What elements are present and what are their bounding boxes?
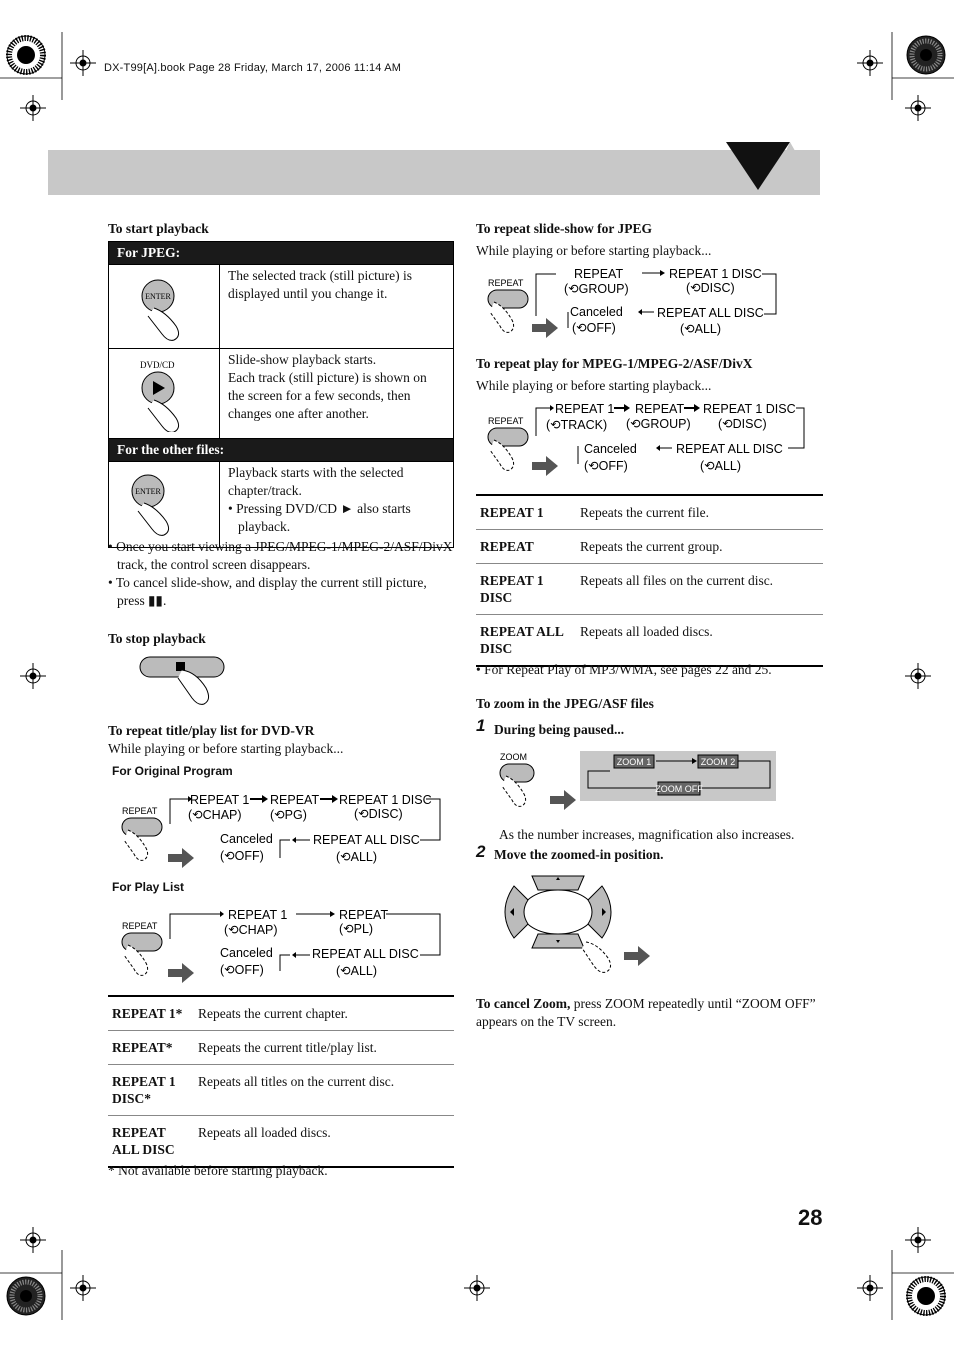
table-row: REPEAT Repeats the current group.: [476, 530, 823, 564]
jpeg-slideshow-subtitle: While playing or before starting playback...: [476, 243, 712, 258]
enter-button-cell: [109, 265, 220, 349]
svg-text:(⟲OFF): (⟲OFF): [220, 963, 264, 977]
enter-button-cell-2: [109, 462, 220, 548]
svg-text:REPEAT: REPEAT: [574, 267, 624, 281]
svg-text:(⟲OFF): (⟲OFF): [572, 321, 616, 335]
mpeg-subtitle: While playing or before starting playback...: [476, 378, 712, 393]
step2-number: 2: [476, 842, 486, 861]
svg-text:Canceled: Canceled: [220, 832, 273, 846]
stop-button-illustration: [136, 654, 236, 712]
jpeg-slideshow-title: To repeat slide-show for JPEG: [476, 221, 653, 236]
svg-text:REPEAT 1 DISC: REPEAT 1 DISC: [703, 402, 796, 416]
row1-text: The selected track (still picture) is displayed until you change it.: [220, 265, 454, 349]
svg-text:REPEAT ALL DISC: REPEAT ALL DISC: [313, 833, 420, 847]
svg-text:(⟲ALL): (⟲ALL): [336, 964, 378, 978]
table-row: REPEAT ALL DISC Repeats all loaded discs.: [112, 1125, 331, 1157]
dvdcd-button-cell: [109, 349, 220, 439]
enter-button-illustration-2: [110, 463, 218, 541]
enter-button-illustration: [110, 266, 218, 342]
for-jpeg-bar: For JPEG:: [109, 242, 454, 265]
row3-cell: [220, 462, 454, 548]
svg-text:ZOOM OFF: ZOOM OFF: [655, 784, 703, 794]
mpeg-note: • For Repeat Play of MP3/WMA, see pages 22 and 25.: [476, 662, 772, 677]
svg-text:(⟲CHAP): (⟲CHAP): [188, 808, 242, 822]
step2-text: Move the zoomed-in position.: [494, 847, 664, 862]
start-playback-table: [108, 241, 454, 548]
footnote: * Not available before starting playback.: [108, 1163, 328, 1178]
table-row: REPEAT 1 DISC* Repeats all titles on the current disc.: [108, 1065, 454, 1116]
play-list-diagram: [110, 903, 450, 988]
svg-text:Canceled: Canceled: [220, 946, 273, 960]
play-list-label: For Play List: [112, 880, 185, 894]
svg-text:(⟲GROUP): (⟲GROUP): [626, 417, 691, 431]
dvdvr-repeat-table: [108, 995, 454, 1168]
svg-text:REPEAT ALL DISC: REPEAT ALL DISC: [312, 947, 419, 961]
page-number: 28: [798, 1205, 823, 1230]
svg-text:(⟲DISC): (⟲DISC): [718, 417, 767, 431]
svg-text:(⟲PL): (⟲PL): [339, 922, 374, 936]
svg-text:(⟲CHAP): (⟲CHAP): [224, 923, 278, 937]
table-row: REPEAT* Repeats the current title/play list.: [108, 1031, 454, 1065]
dvdcd-label: DVD/CD: [140, 360, 175, 370]
svg-text:(⟲OFF): (⟲OFF): [584, 459, 628, 473]
svg-text:REPEAT 1 DISC: REPEAT 1 DISC: [669, 267, 762, 281]
stop-icon: [176, 662, 185, 671]
svg-text:Canceled: Canceled: [584, 442, 637, 456]
svg-text:(⟲GROUP): (⟲GROUP): [564, 282, 629, 296]
row2-text: Slide-show playback starts. Each track (still picture) is shown on the screen for a few seconds, then changes one after another.: [220, 349, 454, 439]
mpeg-repeat-table: [476, 494, 823, 667]
step1-note: As the number increases, magnification also increases.: [499, 827, 795, 842]
svg-text:REPEAT 1 DISC: REPEAT 1 DISC: [339, 793, 432, 807]
note-item: • To cancel slide-show, and display the current still picture, press ▮▮.: [108, 575, 427, 608]
svg-text:Canceled: Canceled: [570, 305, 623, 319]
for-other-files-bar: For the other files:: [109, 439, 454, 462]
svg-text:REPEAT: REPEAT: [122, 921, 158, 931]
zoom-title: To zoom in the JPEG/ASF files: [476, 696, 654, 711]
dvdvr-title: To repeat title/play list for DVD-VR: [108, 723, 315, 738]
svg-text:(⟲OFF): (⟲OFF): [220, 849, 264, 863]
svg-text:REPEAT ALL DISC: REPEAT ALL DISC: [676, 442, 783, 456]
original-program-diagram: [110, 788, 450, 873]
dvdcd-button-illustration: [110, 350, 218, 432]
svg-text:ZOOM: ZOOM: [500, 752, 527, 762]
note-item: • Once you start viewing a JPEG/MPEG-1/MPEG-2/ASF/DivX track, the control screen disappears.: [108, 539, 453, 572]
cursor-pad-illustration: [496, 872, 666, 978]
svg-text:REPEAT 1: REPEAT 1: [555, 402, 615, 416]
dvdvr-subtitle: While playing or before starting playback...: [108, 741, 344, 756]
svg-text:(⟲DISC): (⟲DISC): [354, 807, 403, 821]
table-row: REPEAT ALL DISC Repeats all loaded discs.: [480, 624, 713, 656]
svg-text:(⟲DISC): (⟲DISC): [686, 281, 735, 295]
mpeg-title: To repeat play for MPEG-1/MPEG-2/ASF/DivX: [476, 356, 753, 371]
original-program-label: For Original Program: [112, 764, 233, 778]
svg-text:REPEAT: REPEAT: [122, 806, 158, 816]
svg-text:REPEAT 1: REPEAT 1: [228, 908, 288, 922]
svg-text:REPEAT: REPEAT: [270, 793, 320, 807]
svg-text:(⟲PG): (⟲PG): [270, 808, 307, 822]
svg-text:REPEAT: REPEAT: [339, 908, 389, 922]
enter-label: ENTER: [145, 292, 171, 301]
svg-text:(⟲ALL): (⟲ALL): [680, 322, 722, 336]
table-row: REPEAT 1 DISC Repeats all files on the current disc.: [476, 564, 823, 615]
svg-text:REPEAT: REPEAT: [488, 416, 524, 426]
mpeg-repeat-diagram: [478, 398, 818, 482]
corner-triangle-mark: [726, 140, 826, 198]
book-header-line: DX-T99[A].book Page 28 Friday, March 17, 2006 11:14 AM: [104, 62, 402, 74]
stop-playback-title: To stop playback: [108, 631, 206, 646]
svg-text:ZOOM 2: ZOOM 2: [700, 757, 736, 767]
table-row: REPEAT 1 Repeats the current file.: [476, 495, 823, 530]
svg-text:REPEAT: REPEAT: [488, 278, 524, 288]
table-row: REPEAT 1* Repeats the current chapter.: [108, 996, 454, 1031]
zoom-diagram: [496, 746, 786, 818]
svg-text:(⟲TRACK): (⟲TRACK): [546, 418, 608, 432]
svg-text:REPEAT: REPEAT: [635, 402, 685, 416]
row3-bullet: • Pressing DVD/CD ► also starts playback.: [228, 501, 411, 534]
start-playback-notes: [108, 538, 454, 610]
row3-text: Playback starts with the selected chapter/track.: [228, 465, 404, 498]
svg-text:(⟲ALL): (⟲ALL): [336, 850, 378, 864]
svg-text:(⟲ALL): (⟲ALL): [700, 459, 742, 473]
svg-text:ENTER: ENTER: [135, 487, 161, 496]
start-playback-title: To start playback: [108, 221, 209, 236]
gray-header-band: [48, 150, 820, 195]
step1-text: During being paused...: [494, 722, 625, 737]
svg-text:ZOOM 1: ZOOM 1: [616, 757, 652, 767]
svg-text:REPEAT 1: REPEAT 1: [190, 793, 250, 807]
cancel-zoom-text: To cancel Zoom, press ZOOM repeatedly until “ZOOM OFF” appears on the TV screen.: [476, 996, 816, 1029]
svg-text:REPEAT ALL DISC: REPEAT ALL DISC: [657, 306, 764, 320]
step1-number: 1: [476, 716, 486, 735]
jpeg-repeat-diagram: [478, 262, 798, 342]
